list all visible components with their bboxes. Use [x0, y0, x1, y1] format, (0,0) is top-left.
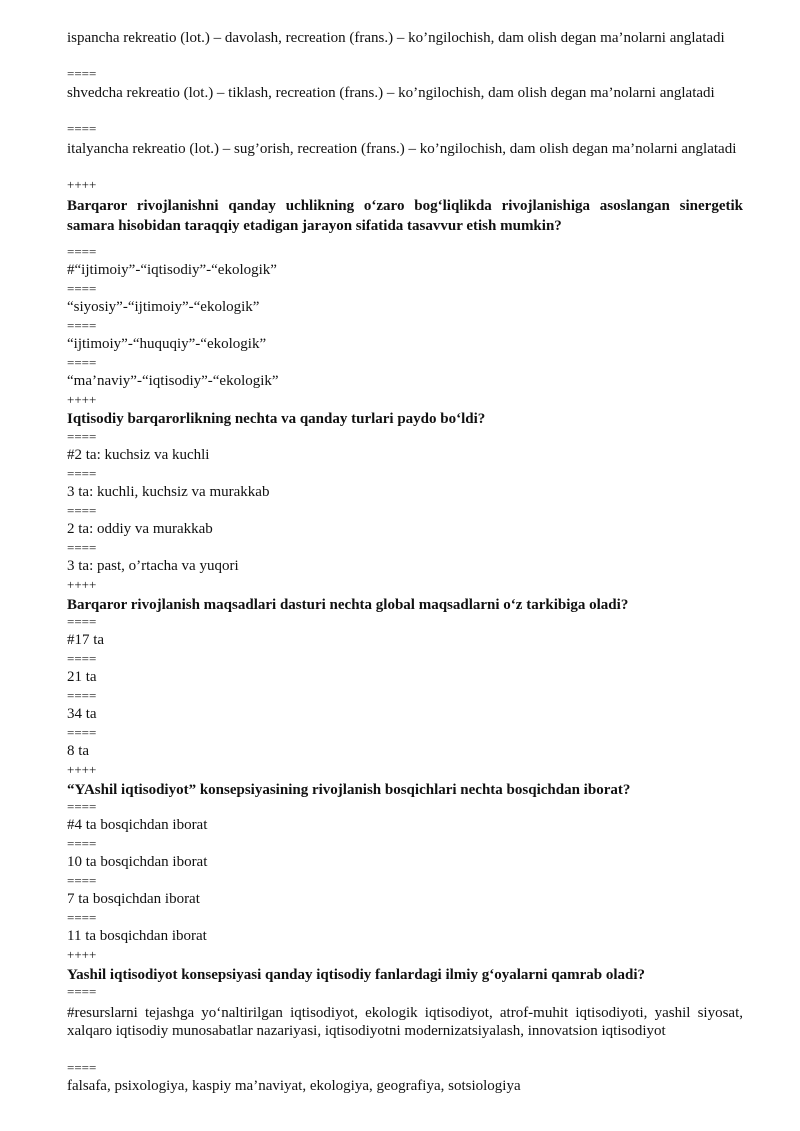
separator-line: ==== — [67, 503, 97, 518]
answer-option: ispancha rekreatio (lot.) – davolash, recreation (frans.) – ko’ngilochish, dam olish degan ma’nolarni anglatadi — [67, 30, 725, 46]
separator-line: ++++ — [67, 392, 97, 407]
answer-option: 2 ta: oddiy va murakkab — [67, 521, 213, 537]
answer-option: falsafa, psixologiya, kaspiy ma’naviyat, ekologiya, geografiya, sotsiologiya — [67, 1078, 521, 1094]
separator-line: ==== — [67, 355, 97, 370]
answer-option: “ma’naviy”-“iqtisodiy”-“ekologik” — [67, 373, 279, 389]
answer-option: #“ijtimoiy”-“iqtisodiy”-“ekologik” — [67, 262, 277, 278]
answer-option: 3 ta: kuchli, kuchsiz va murakkab — [67, 484, 270, 500]
separator-line: ==== — [67, 836, 97, 851]
separator-line: ++++ — [67, 947, 97, 962]
question-text: Iqtisodiy barqarorlikning nechta va qanday turlari paydo bo‘ldi? — [67, 411, 486, 427]
answer-option: #17 ta — [67, 632, 105, 648]
separator-line: ==== — [67, 540, 97, 555]
answer-option: 3 ta: past, o’rtacha va yuqori — [67, 558, 239, 574]
answer-option: 7 ta bosqichdan iborat — [67, 891, 200, 907]
answer-option: #resurslarni tejashga yo‘naltirilgan iqtisodiyot, ekologik iqtisodiyot, atrof-muhit iqtisodiyoti, yashil siyosat, xalqaro iqtisodiy munosabatlar nazariyasi, iqtisodiyotni modernizatsiyalash, innovatsion iqtisodiyot — [67, 1005, 743, 1039]
separator-line: ==== — [67, 688, 97, 703]
separator-line: ==== — [67, 725, 97, 740]
answer-option: 11 ta bosqichdan iborat — [67, 928, 207, 944]
separator-line: ==== — [67, 873, 97, 888]
separator-line: ==== — [67, 244, 97, 259]
answer-option: italyancha rekreatio (lot.) – sug’orish, recreation (frans.) – ko’ngilochish, dam olish degan ma’nolarni anglatadi — [67, 141, 737, 157]
answer-option: 34 ta — [67, 706, 97, 722]
question-text: “YAshil iqtisodiyot” konsepsiyasining rivojlanish bosqichlari nechta bosqichdan iborat? — [67, 782, 631, 798]
separator-line: ++++ — [67, 762, 97, 777]
separator-line: ==== — [67, 429, 97, 444]
answer-option: #2 ta: kuchsiz va kuchli — [67, 447, 210, 463]
separator-line: ==== — [67, 466, 97, 481]
question-text: Barqaror rivojlanish maqsadlari dasturi nechta global maqsadlarni o‘z tarkibiga oladi? — [67, 597, 629, 613]
separator-line: ++++ — [67, 177, 97, 192]
separator-line: ==== — [67, 66, 97, 81]
answer-option: 21 ta — [67, 669, 97, 685]
separator-line: ==== — [67, 318, 97, 333]
separator-line: ==== — [67, 910, 97, 925]
separator-line: ==== — [67, 1060, 97, 1075]
question-text: Yashil iqtisodiyot konsepsiyasi qanday iqtisodiy fanlardagi ilmiy g‘oyalarni qamrab oladi? — [67, 967, 646, 983]
separator-line: ==== — [67, 984, 97, 999]
question-text: Barqaror rivojlanishni qanday uchlikning o‘zaro bog‘liqlikda rivojlanishiga asoslangan sinergetik samara hisobidan taraqqiy etadigan jarayon sifatida tasavvur etish mumkin? — [67, 198, 743, 234]
answer-option: 10 ta bosqichdan iborat — [67, 854, 208, 870]
answer-option: shvedcha rekreatio (lot.) – tiklash, recreation (frans.) – ko’ngilochish, dam olish degan ma’nolarni anglatadi — [67, 85, 715, 101]
answer-option: #4 ta bosqichdan iborat — [67, 817, 208, 833]
answer-option: “ijtimoiy”-“huquqiy”-“ekologik” — [67, 336, 267, 352]
answer-option: 8 ta — [67, 743, 90, 759]
separator-line: ++++ — [67, 577, 97, 592]
separator-line: ==== — [67, 614, 97, 629]
separator-line: ==== — [67, 281, 97, 296]
separator-line: ==== — [67, 651, 97, 666]
separator-line: ==== — [67, 799, 97, 814]
separator-line: ==== — [67, 121, 97, 136]
answer-option: “siyosiy”-“ijtimoiy”-“ekologik” — [67, 299, 260, 315]
